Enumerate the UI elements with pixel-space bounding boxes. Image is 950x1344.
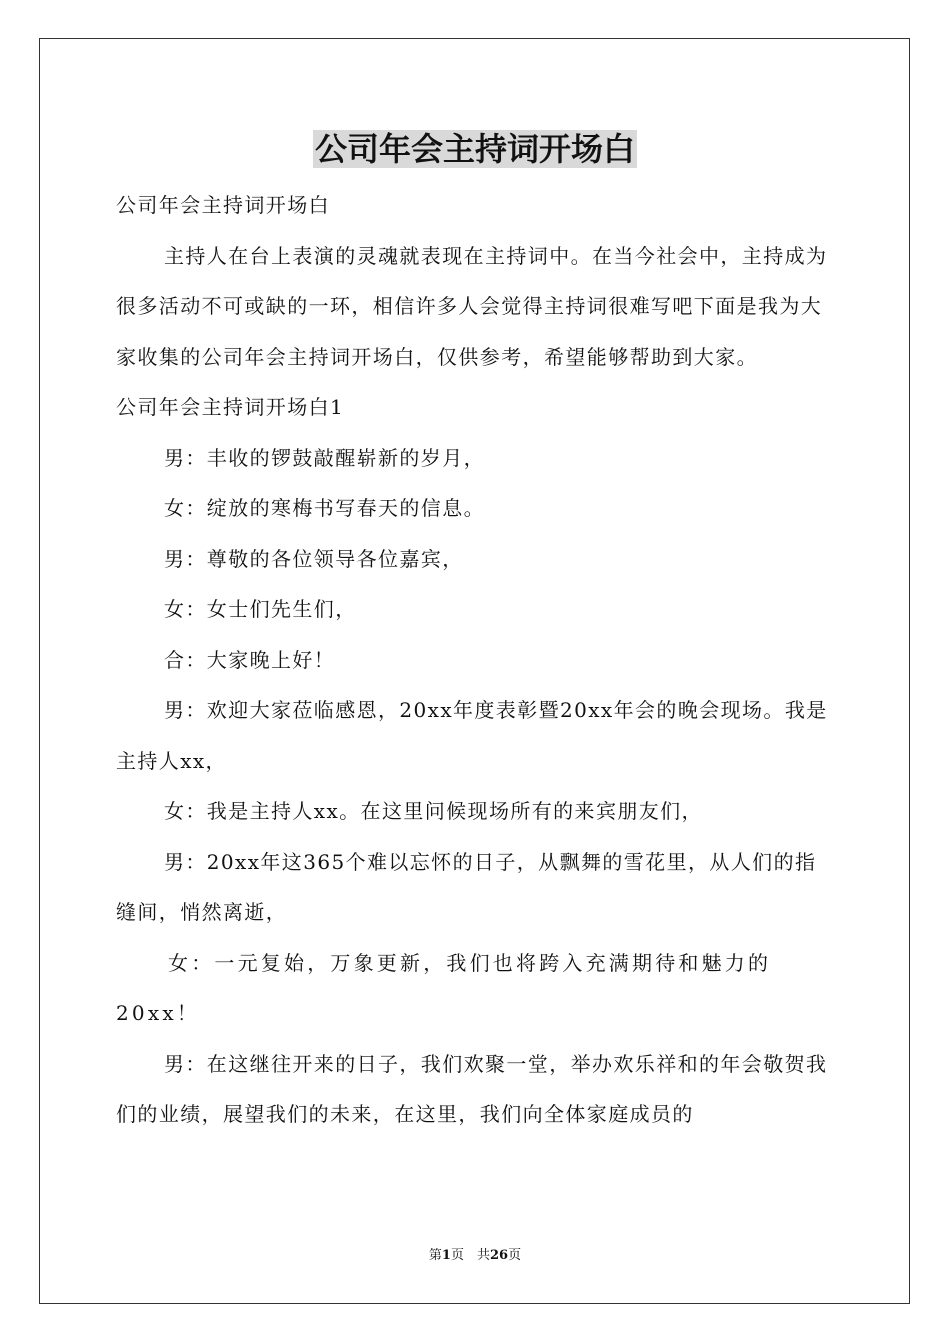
page-footer [0, 1247, 950, 1265]
document-title [0, 128, 950, 170]
dialogue-line: 女：一元复始，万象更新，我们也将跨入充满期待和魅力的20xx！ [116, 950, 772, 1025]
document-subtitle: 公司年会主持词开场白 [116, 193, 330, 217]
intro-paragraph: 主持人在台上表演的灵魂就表现在主持词中。在当今社会中，主持成为很多活动不可或缺的一环，相信许多人会觉得主持词很难写吧下面是我为大家收集的公司年会主持词开场白，仅供参考，希望能够帮助到大家。 [116, 243, 828, 369]
page-number-prefix: 第 [428, 1248, 442, 1263]
total-page-count: 26 [489, 1248, 509, 1263]
dialogue-line: 女：女士们先生们， [164, 597, 357, 621]
document-title-text: 公司年会主持词开场白 [314, 130, 635, 168]
dialogue-line: 男：欢迎大家莅临感恩，20xx年度表彰暨20xx年会的晚会现场。我是主持人xx， [116, 698, 828, 773]
dialogue-line: 女：绽放的寒梅书写春天的信息。 [164, 496, 485, 520]
page-number-middle: 页 共 [450, 1248, 490, 1263]
dialogue-line: 男：在这继往开来的日子，我们欢聚一堂，举办欢乐祥和的年会敬贺我们的业绩，展望我们的未来，在这里，我们向全体家庭成员的 [116, 1051, 828, 1126]
page-number-suffix: 页 [508, 1248, 522, 1263]
dialogue-line: 男：尊敬的各位领导各位嘉宾， [164, 546, 464, 571]
current-page-number: 1 [441, 1248, 451, 1263]
dialogue-line: 合：大家晚上好！ [164, 647, 336, 672]
dialogue-line: 男：丰收的锣鼓敲醒崭新的岁月， [164, 445, 485, 470]
dialogue-line: 女：我是主持人xx。在这里问候现场所有的来宾朋友们， [164, 799, 703, 823]
document-body [116, 180, 836, 1140]
section-heading: 公司年会主持词开场白1 [116, 395, 345, 419]
dialogue-line: 男：20xx年这365个难以忘怀的日子，从飘舞的雪花里，从人们的指缝间，悄然离逝， [116, 849, 817, 924]
